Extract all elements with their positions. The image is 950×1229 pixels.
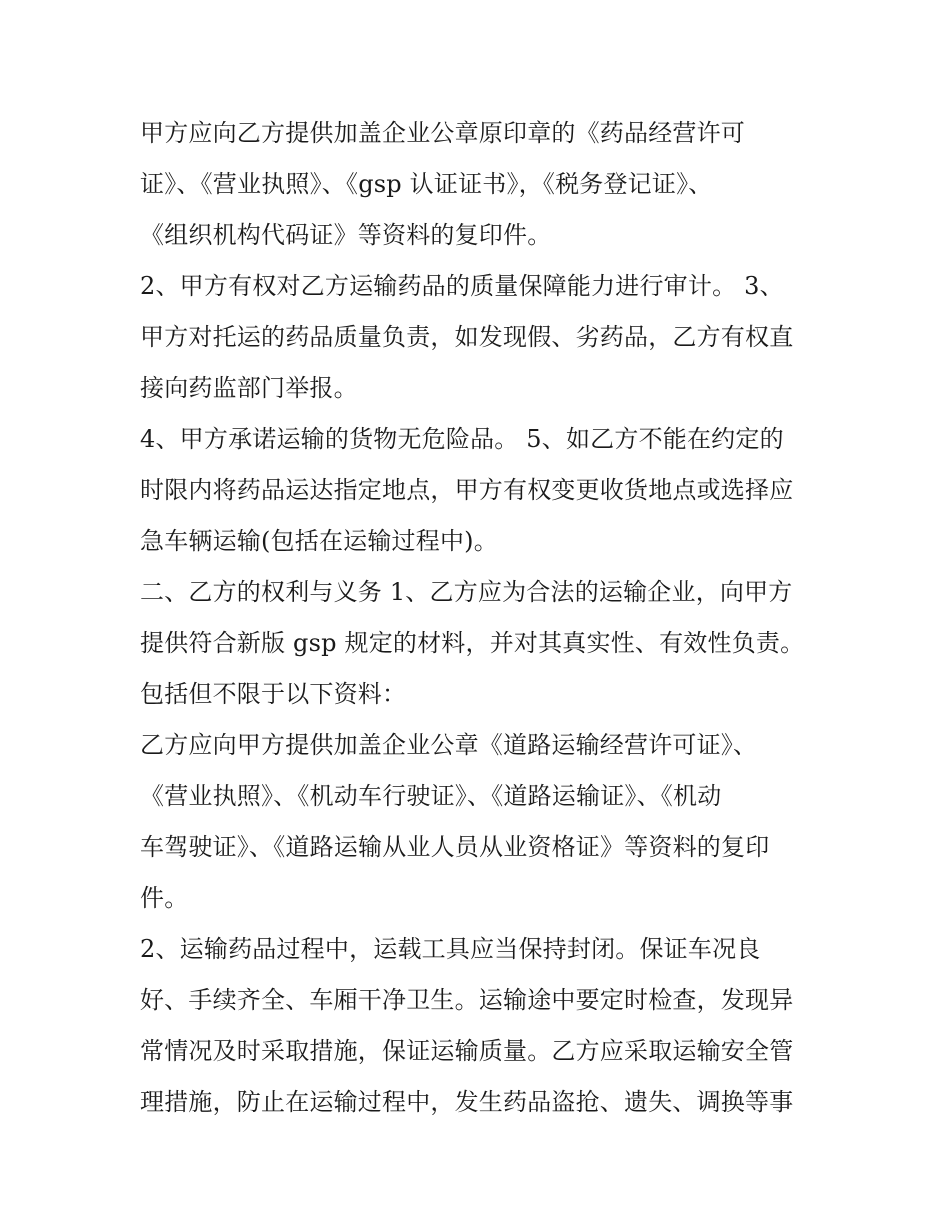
text-line: 证》、《营业执照》、《gsp 认证证书》，《税务登记证》、 bbox=[140, 170, 713, 198]
text-line: 理措施，防止在运输过程中，发生药品盗抢、遗失、调换等事 bbox=[140, 1088, 794, 1116]
text-line: 《营业执照》、《机动车行驶证》、《道路运输证》、《机动 bbox=[140, 782, 722, 810]
text-line: 好、手续齐全、车厢干净卫生。运输途中要定时检查，发现异 bbox=[140, 986, 794, 1014]
text-line: 时限内将药品运达指定地点，甲方有权变更收货地点或选择应 bbox=[140, 476, 794, 504]
text-line: 二、乙方的权利与义务 1、乙方应为合法的运输企业，向甲方 bbox=[140, 578, 793, 606]
text-line: 急车辆运输(包括在运输过程中)。 bbox=[140, 527, 498, 555]
text-line: 常情况及时采取措施，保证运输质量。乙方应采取运输安全管 bbox=[140, 1037, 794, 1065]
text-line: 提供符合新版 gsp 规定的材料，并对其真实性、有效性负责。 bbox=[140, 629, 805, 657]
text-line: 《组织机构代码证》等资料的复印件。 bbox=[140, 221, 552, 249]
text-line: 甲方应向乙方提供加盖企业公章原印章的《药品经营许可 bbox=[140, 119, 745, 147]
text-line: 2、甲方有权对乙方运输药品的质量保障能力进行审计。 3、 bbox=[140, 272, 784, 300]
text-line: 4、甲方承诺运输的货物无危险品。 5、如乙方不能在约定的 bbox=[140, 425, 784, 453]
text-line: 甲方对托运的药品质量负责，如发现假、劣药品，乙方有权直 bbox=[140, 323, 794, 351]
text-line: 包括但不限于以下资料： bbox=[140, 680, 407, 708]
document-body bbox=[140, 108, 820, 1128]
text-line: 件。 bbox=[140, 884, 189, 912]
text-line: 2、运输药品过程中，运载工具应当保持封闭。保证车况良 bbox=[140, 935, 761, 963]
text-line: 接向药监部门举报。 bbox=[140, 374, 358, 402]
text-line: 乙方应向甲方提供加盖企业公章《道路运输经营许可证》、 bbox=[140, 731, 758, 759]
text-line: 车驾驶证》、《道路运输从业人员从业资格证》等资料的复印 bbox=[140, 833, 770, 861]
